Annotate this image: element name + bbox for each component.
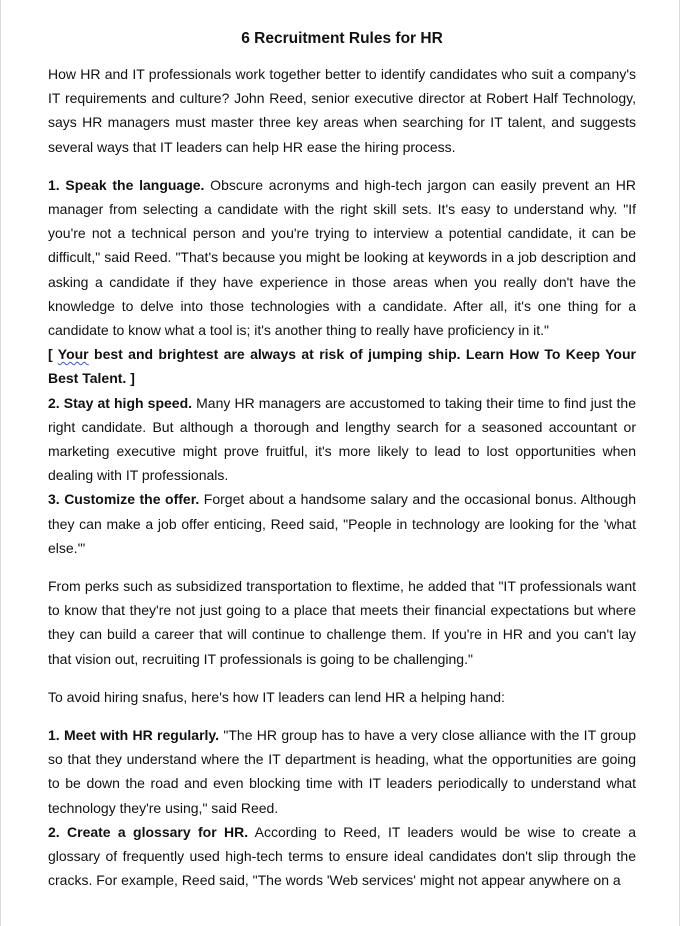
tip-meet-with-hr	[48, 723, 636, 820]
tip-body: According to Reed, IT leaders would be wise to create a glossary of frequently used high-tech terms to ensure ideal candidates don't slip through the cracks. For example, Reed said, "The words 'Web services' might not appear anywhere on a	[48, 823, 636, 889]
avoid-snafus-paragraph: To avoid hiring snafus, here's how IT leaders can lend HR a helping hand:	[48, 688, 505, 705]
section-stay-at-high-speed	[48, 391, 636, 488]
section-heading: 1. Speak the language.	[48, 176, 205, 193]
callout-keep-best-talent	[48, 342, 636, 390]
tip-body: "The HR group has to have a very close alliance with the IT group so that they understand where the IT department is heading, what the opportunities are going to be down the road and even blocking time with IT leaders periodically to understand what technology they're using," said Reed.	[48, 727, 636, 816]
tip-heading: 2. Create a glossary for HR.	[48, 823, 249, 840]
callout-text	[48, 346, 636, 386]
callout-rest: best and brightest are always at risk of jumping ship. Learn How To Keep Your Best Talent. ]	[48, 346, 636, 387]
intro-paragraph: How HR and IT professionals work together better to identify candidates who suit a company's IT requirements and culture? John Reed, senior executive director at Robert Half Technology, says HR managers must master three key areas when searching for IT talent, and suggests several ways that IT leaders can help HR ease the hiring process.	[48, 66, 636, 155]
section-heading: 3. Customize the offer.	[48, 491, 200, 508]
section-body: Obscure acronyms and high-tech jargon can easily prevent an HR manager from selecting a candidate with the right skill sets. It's easy to understand why. "If you're not a technical person and you're trying to interview a potential candidate, it can be difficult," said Reed. "That's because you might be looking at keywords in a job description and asking a candidate if they have experience in those areas when you really don't have the knowledge to delve into those technologies with a candidate. After all, it's one thing for a candidate to know what a tool is; it's another thing to really have proficiency in it."	[48, 176, 637, 339]
section-heading: 2. Stay at high speed.	[48, 394, 193, 411]
callout-open-bracket: [	[48, 346, 58, 363]
perks-paragraph: From perks such as subsidized transportation to flextime, he added that "IT professionals want to know that they're not just going to a place that meets their financial expectations but where they can build a career that will continue to challenge them. If you're in HR and you can't lay that vision out, recruiting IT professionals is going to be challenging."	[48, 578, 636, 667]
tip-create-glossary	[48, 820, 636, 893]
section-body: Many HR managers are accustomed to taking their time to find just the right candidate. But although a thorough and lengthy search for a seasoned accountant or marketing executive might prove fruitful, it's more likely to lead to lost opportunities when dealing with IT professionals.	[48, 394, 636, 484]
document-content	[48, 28, 636, 893]
section-body: Forget about a handsome salary and the occasional bonus. Although they can make a job offer enticing, Reed said, "People in technology are looking for the 'what else.'"	[48, 491, 637, 556]
document-title: 6 Recruitment Rules for HR	[241, 30, 443, 47]
tip-heading: 1. Meet with HR regularly.	[48, 727, 220, 744]
section-speak-the-language	[48, 173, 636, 342]
spellcheck-flagged-word: Your	[57, 346, 89, 363]
section-customize-the-offer	[48, 487, 636, 560]
